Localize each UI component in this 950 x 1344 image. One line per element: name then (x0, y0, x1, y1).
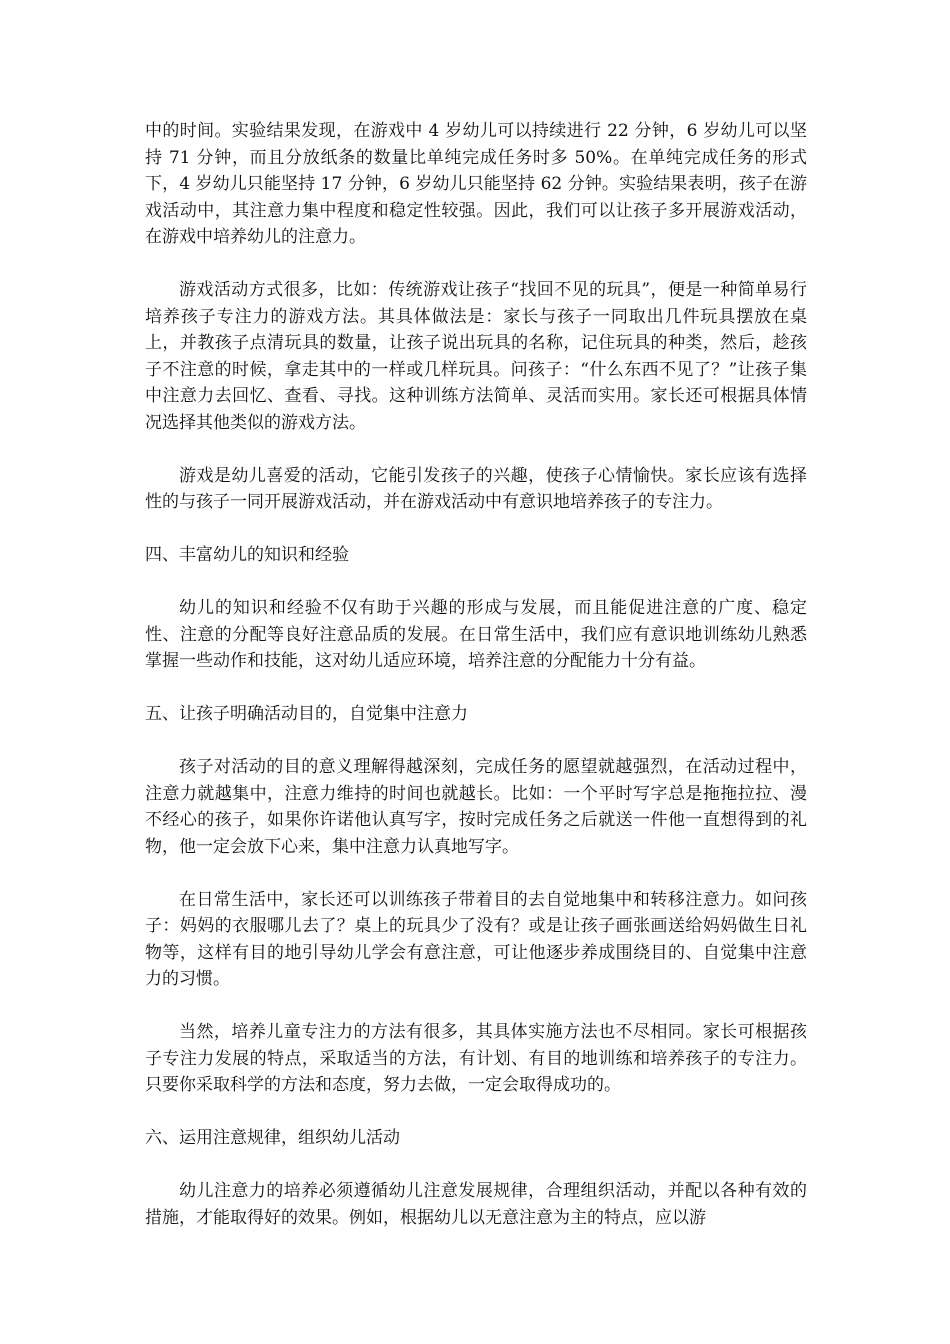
paragraph-experiment-results: 中的时间。实验结果发现，在游戏中 4 岁幼儿可以持续进行 22 分钟，6 岁幼儿可以坚持 71 分钟，而且分放纸条的数量比单纯完成任务时多 50%。在单纯完成任务的形式下，4 岁幼儿只能坚持 17 分钟，6 岁幼儿只能坚持 62 分钟。实验结果表明，孩子在游戏活动中，其注意力集中程度和稳定性较强。因此，我们可以让孩子多开展游戏活动，在游戏中培养幼儿的注意力。 (145, 121, 807, 247)
section-heading-5: 五、让孩子明确活动目的，自觉集中注意力 (145, 704, 468, 724)
paragraph-activity-purpose: 孩子对活动的目的意义理解得越深刻，完成任务的愿望就越强烈，在活动过程中，注意力就越集中，注意力维持的时间也就越长。比如：一个平时写字总是拖拖拉拉、漫不经心的孩子，如果你许诺他认真写字，按时完成任务之后就送一件他一直想得到的礼物，他一定会放下心来，集中注意力认真地写字。 (145, 757, 807, 857)
section-heading-4: 四、丰富幼儿的知识和经验 (145, 545, 349, 565)
paragraph-game-interest: 游戏是幼儿喜爱的活动，它能引发孩子的兴趣，使孩子心情愉快。家长应该有选择性的与孩子一同开展游戏活动，并在游戏活动中有意识地培养孩子的专注力。 (145, 465, 807, 512)
paragraph-attention-rules: 幼儿注意力的培养必须遵循幼儿注意发展规律，合理组织活动，并配以各种有效的措施，才能取得好的效果。例如，根据幼儿以无意注意为主的特点，应以游 (145, 1181, 807, 1228)
paragraph-knowledge-experience: 幼儿的知识和经验不仅有助于兴趣的形成与发展，而且能促进注意的广度、稳定性、注意的分配等良好注意品质的发展。在日常生活中，我们应有意识地训练幼儿熟悉掌握一些动作和技能，这对幼儿适应环境，培养注意的分配能力十分有益。 (145, 598, 807, 671)
paragraph-methods-summary: 当然，培养儿童专注力的方法有很多，其具体实施方法也不尽相同。家长可根据孩子专注力发展的特点，采取适当的方法，有计划、有目的地训练和培养孩子的专注力。只要你采取科学的方法和态度，努力去做，一定会取得成功的。 (145, 1022, 807, 1095)
document-body (145, 118, 807, 1258)
paragraph-game-methods: 游戏活动方式很多，比如：传统游戏让孩子“找回不见的玩具”，便是一种简单易行培养孩子专注力的游戏方法。其具体做法是：家长与孩子一同取出几件玩具摆放在桌上，并教孩子点清玩具的数量，让孩子说出玩具的名称，记住玩具的种类，然后，趁孩子不注意的时候，拿走其中的一样或几样玩具。问孩子：“什么东西不见了？”让孩子集中注意力去回忆、查看、寻找。这种训练方法简单、灵活而实用。家长还可根据具体情况选择其他类似的游戏方法。 (145, 280, 807, 433)
paragraph-daily-training: 在日常生活中，家长还可以训练孩子带着目的去自觉地集中和转移注意力。如问孩子：妈妈的衣服哪儿去了？桌上的玩具少了没有？或是让孩子画张画送给妈妈做生日礼物等，这样有目的地引导幼儿学会有意注意，可让他逐步养成围绕目的、自觉集中注意力的习惯。 (145, 889, 807, 989)
section-heading-6: 六、运用注意规律，组织幼儿活动 (145, 1128, 400, 1148)
